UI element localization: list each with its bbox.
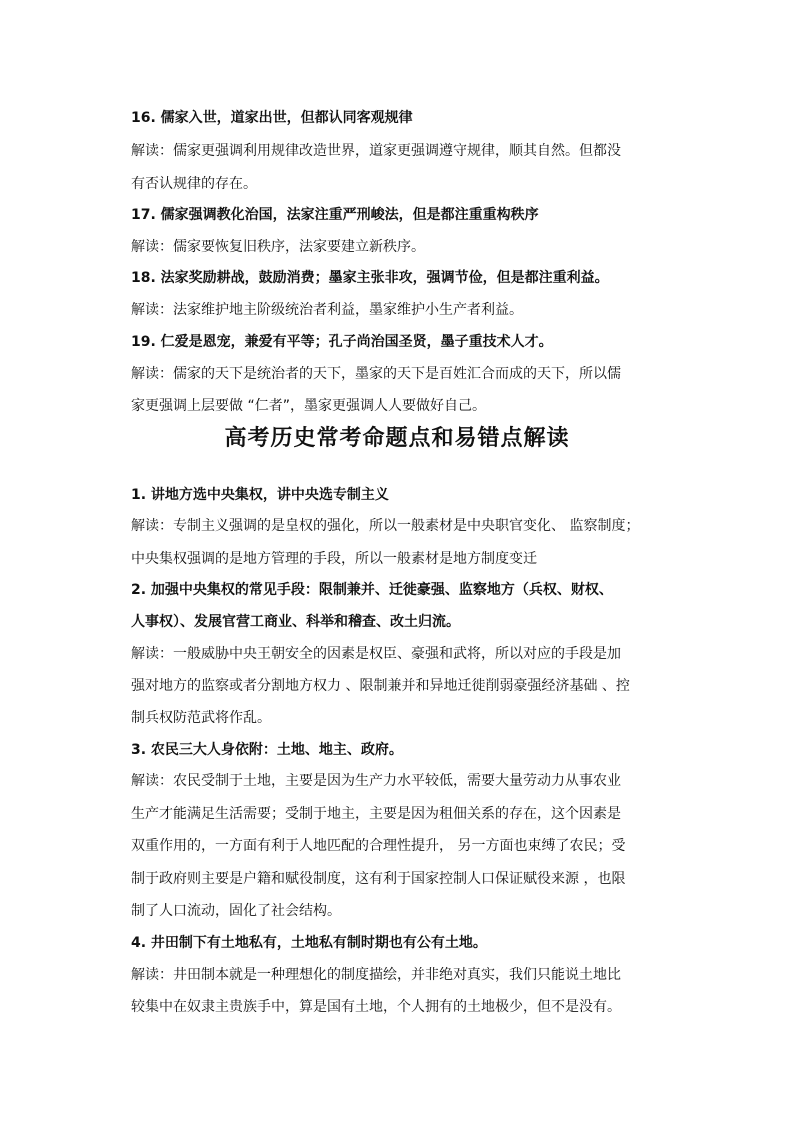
- point-3-explanation-line-4: 制于政府则主要是户籍和赋役制度，这有利于国家控制人口保证赋役来源 ，也限: [131, 871, 626, 887]
- point-2-explanation-line-3: 制兵权防范武将作乱。: [131, 710, 271, 726]
- item-17-heading: 17. 儒家强调教化治国，法家注重严刑峻法，但是都注重重构秩序: [131, 207, 539, 223]
- item-19-explanation-line-1: 解读：儒家的天下是统治者的天下，墨家的天下是百姓汇合而成的天下，所以儒: [131, 366, 621, 382]
- item-19-explanation-line-2: 家更强调上层要做 “仁者”，墨家更强调人人要做好自己。: [131, 398, 486, 414]
- item-16-heading: 16. 儒家入世，道家出世，但都认同客观规律: [131, 110, 413, 126]
- item-17-explanation-line-1: 解读：儒家要恢复旧秩序，法家要建立新秩序。: [131, 239, 425, 255]
- point-2-explanation-line-2: 强对地方的监察或者分割地方权力 、限制兼并和异地迁徙削弱豪强经济基础 、控: [131, 678, 630, 694]
- point-2-explanation-line-1: 解读：一般威胁中央王朝安全的因素是权臣、豪强和武将，所以对应的手段是加: [131, 646, 621, 662]
- item-16-explanation-line-1: 解读：儒家更强调利用规律改造世界，道家更强调遵守规律，顺其自然。但都没: [131, 143, 621, 159]
- item-18-explanation-line-1: 解读：法家维护地主阶级统治者利益，墨家维护小生产者利益。: [131, 302, 523, 318]
- point-1-explanation-line-2: 中央集权强调的是地方管理的手段，所以一般素材是地方制度变迁: [131, 551, 537, 567]
- point-2-heading-line-1: 2. 加强中央集权的常见手段：限制兼并、迁徙豪强、监察地方（兵权、财权、: [131, 582, 613, 598]
- item-18-heading: 18. 法家奖励耕战，鼓励消费；墨家主张非攻，强调节俭，但是都注重利益。: [131, 270, 609, 286]
- point-4-explanation-line-2: 较集中在奴隶主贵族手中，算是国有土地，个人拥有的土地极少，但不是没有。: [131, 999, 621, 1015]
- point-2-heading-line-2: 人事权）、发展官营工商业、科举和稽查、改土归流。: [131, 614, 460, 630]
- point-1-explanation-line-1: 解读：专制主义强调的是皇权的强化，所以一般素材是中央职官变化、 监察制度；: [131, 518, 640, 534]
- point-3-heading: 3. 农民三大人身依附：土地、地主、政府。: [131, 742, 403, 758]
- item-16-explanation-line-2: 有否认规律的存在。: [131, 176, 257, 192]
- point-4-explanation-line-1: 解读：井田制本就是一种理想化的制度描绘，并非绝对真实，我们只能说土地比: [131, 967, 621, 983]
- page-title: 高考历史常考命题点和易错点解读: [224, 426, 570, 451]
- point-1-heading: 1. 讲地方选中央集权，讲中央选专制主义: [131, 487, 389, 503]
- point-4-heading: 4. 井田制下有土地私有，土地私有制时期也有公有土地。: [131, 935, 487, 951]
- point-3-explanation-line-2: 生产才能满足生活需要；受制于地主，主要是因为租佃关系的存在，这个因素是: [131, 806, 621, 822]
- point-3-explanation-line-3: 双重作用的，一方面有利于人地匹配的合理性提升， 另一方面也束缚了农民；受: [131, 838, 626, 854]
- point-3-explanation-line-5: 制了人口流动，固化了社会结构。: [131, 903, 341, 919]
- item-19-heading: 19. 仁爱是恩宠，兼爱有平等；孔子尚治国圣贤，墨子重技术人才。: [131, 334, 553, 350]
- point-3-explanation-line-1: 解读：农民受制于土地，主要是因为生产力水平较低，需要大量劳动力从事农业: [131, 773, 621, 789]
